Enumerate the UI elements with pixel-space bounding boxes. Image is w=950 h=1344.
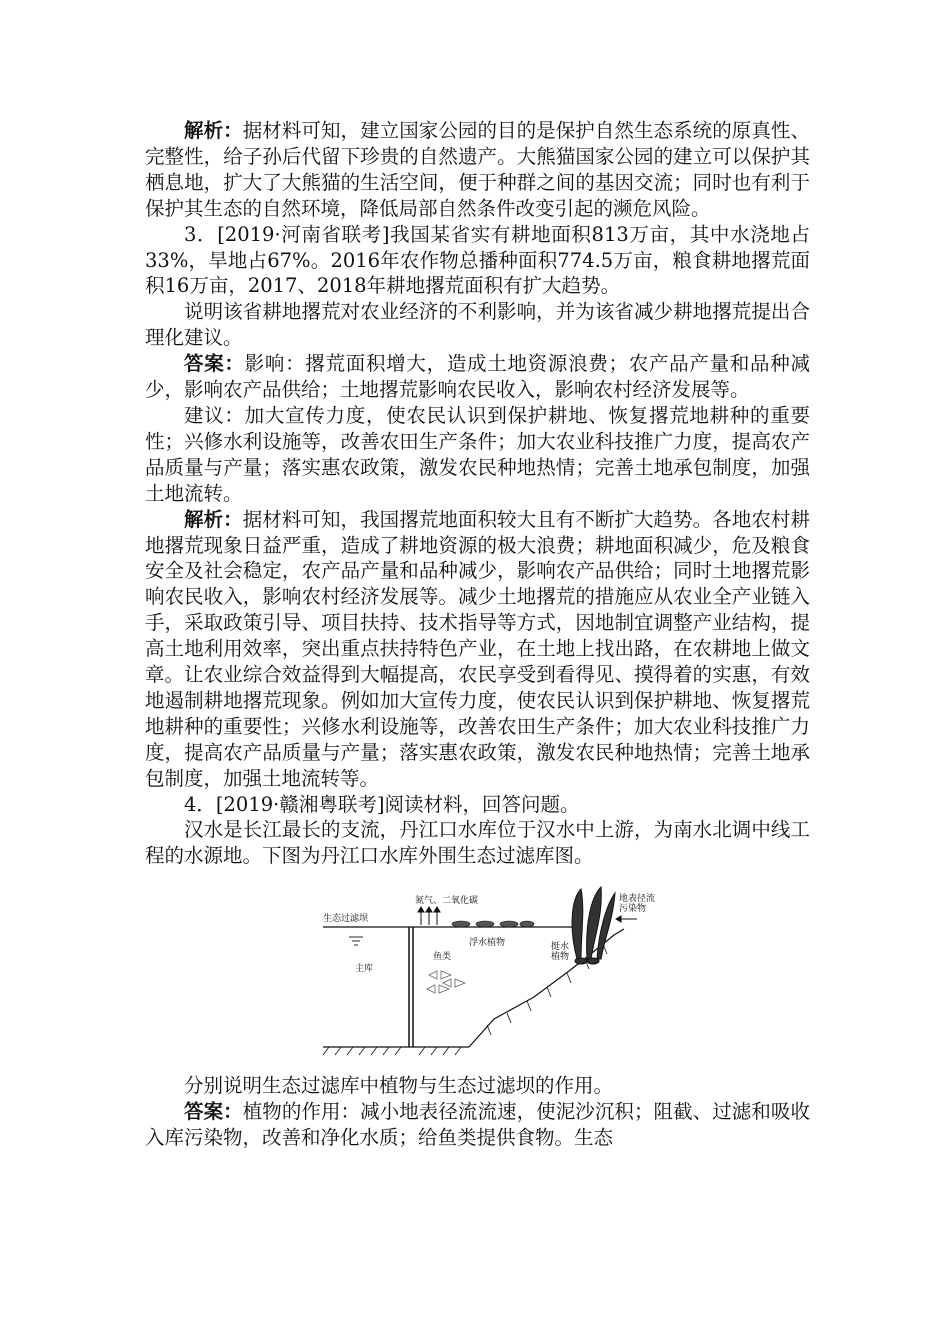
floating-plants [452, 921, 534, 927]
gas-arrows [418, 907, 440, 925]
gas-label: 氮气、二氧化碳 [415, 896, 479, 907]
fish-icons [427, 971, 465, 993]
question-number-4: 4． [184, 792, 216, 816]
question-4 [145, 792, 810, 818]
question-source: [2019·河南省联考] [217, 222, 390, 246]
answer-impact: 影响：撂荒面积增大，造成土地资源浪费；农产品产量和品种减少，影响农产品供给；土地撂荒影响农民收入，影响农村经济发展等。 [145, 352, 810, 402]
analysis-label: 解析： [184, 119, 243, 142]
runoff-label-2: 污染物 [619, 904, 647, 915]
analysis-text-2: 据材料可知，我国撂荒地面积较大且有不断扩大趋势。各地农村耕地撂荒现象日益严重，造成了耕地资源的极大浪费；耕地面积减少，危及粮食安全及社会稳定，农产品产量和品种减少，影响农产品供给；同时土地撂荒影响农民收入，影响农村经济发展等。减少土地撂荒的措施应从农业全产业链入手，采取政策引导、项目扶持、技术指导等方式，因地制宜调整产业结构，提高土地利用效率，突出重点扶持特色产业，在土地上找出路，在农耕地上做文章。让农业综合效益得到大幅提高，农民享受到看得见、摸得着的实惠，有效地遏制耕地撂荒现象。例如加大宣传力度，使农民认识到保护耕地、恢复撂荒地耕种的重要性；兴修水利设施等，改善农田生产条件；加大农业科技推广力度，提高农产品质量与产量；落实惠农政策，激发农民种地热情；完善土地承包制度，加强土地流转等。 [145, 507, 810, 790]
runoff-label-1: 地表径流 [619, 894, 656, 905]
answer-paragraph-4 [145, 1099, 810, 1151]
analysis-paragraph [145, 118, 810, 222]
answer-label-4: 答案： [184, 1100, 243, 1124]
water-symbol [349, 937, 363, 945]
filter-reservoir-diagram [319, 879, 656, 1059]
document-page [145, 118, 810, 1151]
question-3 [145, 222, 810, 300]
analysis-paragraph-2 [145, 507, 810, 792]
filter-reservoir-figure [319, 879, 656, 1059]
answer-suggestion: 建议：加大宣传力度，使农民认识到保护耕地、恢复撂荒地耕种的重要性；兴修水利设施等，改善农田生产条件；加大农业科技推广力度，提高农产品质量与产量；落实惠农政策，激发农民种地热情；完善土地承包制度，加强土地流转。 [145, 403, 810, 505]
main-reservoir-label: 主库 [355, 964, 374, 975]
material-paragraph: 汉水是长江最长的支流，丹江口水库位于汉水中上游，为南水北调中线工程的水源地。下图为丹江口水库外围生态过滤库图。 [145, 818, 810, 868]
emergent-label-1: 挺水 [551, 942, 570, 953]
question-3-prompt: 说明该省耕地撂荒对农业经济的不利影响，并为该省减少耕地撂荒提出合理化建议。 [145, 300, 810, 350]
floating-plants-label: 浮水植物 [469, 938, 506, 949]
answer-text-4: 植物的作用：减小地表径流流速，使泥沙沉积；阻截、过滤和吸收入库污染物，改善和净化水质；给鱼类提供食物。生态 [145, 1100, 810, 1150]
question-text-4: 阅读材料，回答问题。 [384, 792, 580, 816]
answer-label: 答案： [184, 352, 245, 376]
question-number: 3． [184, 222, 218, 246]
dam-label: 生态过滤坝 [323, 914, 369, 925]
emergent-label-2: 植物 [551, 952, 570, 963]
answer-paragraph [145, 351, 810, 403]
question-text: 我国某省实有耕地面积813万亩，其中水浇地占33%，旱地占67%。2016年农作物总播种面积774.5万亩，粮食耕地撂荒面积16万亩，2017、2018年耕地撂荒面积有扩大趋势。 [145, 222, 810, 298]
runoff-arrow [616, 916, 637, 922]
question-4-prompt: 分别说明生态过滤库中植物与生态过滤坝的作用。 [184, 1074, 614, 1098]
analysis-label-2: 解析： [184, 507, 243, 531]
analysis-text: 据材料可知，建立国家公园的目的是保护自然生态系统的原真性、完整性，给子孙后代留下珍贵的自然遗产。大熊猫国家公园的建立可以保护其栖息地，扩大了大熊猫的生活空间，便于种群之间的基因交流；同时也有利于保护其生态的自然环境，降低局部自然条件改变引起的濒危风险。 [145, 119, 810, 220]
question-source-4: [2019·赣湘粤联考] [215, 792, 385, 816]
fish-label: 鱼类 [433, 952, 452, 963]
